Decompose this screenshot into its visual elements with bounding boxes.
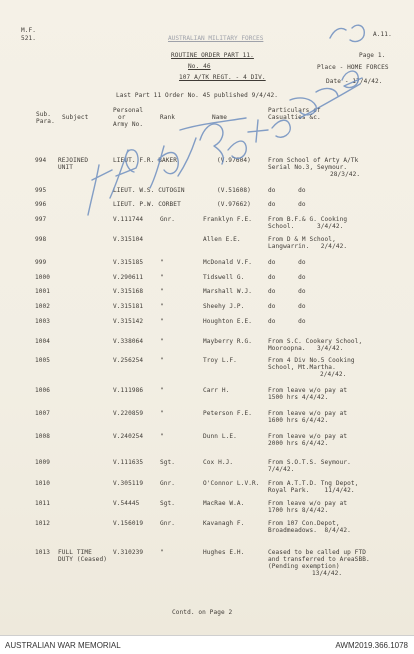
row-army-number: LIEUT. P.W. CORBET [113, 201, 181, 208]
row-name: McDonald V.F. [203, 259, 252, 266]
row-particulars-1: From 107 Con.Depot, [268, 520, 340, 527]
row-army-number: V.256254 [113, 357, 144, 364]
row-para: 1011 [35, 500, 51, 507]
row-name: Peterson F.E. [203, 410, 252, 417]
row-para: 997 [35, 216, 47, 223]
col-personal: Personal [113, 107, 144, 114]
row-rank: Gnr. [160, 480, 176, 487]
row-rank: " [160, 357, 164, 364]
col-casualties: Casualties &c. [268, 114, 321, 121]
row-para: 1002 [35, 303, 51, 310]
row-army-number: V.111635 [113, 459, 144, 466]
row-particulars-1: From D & M School, [268, 236, 336, 243]
archive-footer [0, 635, 414, 654]
row-particulars-1: do do [268, 288, 306, 295]
row-name: Carr H. [203, 387, 230, 394]
row-particulars-1: do do [268, 274, 306, 281]
col-sub: Sub. [36, 111, 52, 118]
row-name: Troy L.F. [203, 357, 237, 364]
row-rank: Gnr. [160, 520, 176, 527]
row-rank: " [160, 274, 164, 281]
row-particulars-1: From S.C. Cookery School, [268, 338, 363, 345]
row-army-number: V.156019 [113, 520, 144, 527]
continued-note: Contd. on Page 2 [172, 609, 233, 616]
row-para: 998 [35, 236, 47, 243]
row-particulars-1: From leave w/o pay at [268, 433, 348, 440]
row-particulars-2: 1600 hrs 6/4/42. [268, 417, 329, 424]
row-particulars-1: Ceased to be called up FTD [268, 549, 366, 556]
unit-title: 107 A/TK REGT. - 4 DIV. [179, 74, 266, 81]
row-army-number: V.315181 [113, 303, 144, 310]
row-army-number: V.315168 [113, 288, 144, 295]
place: Place - HOME FORCES [317, 64, 389, 71]
row-para: 1001 [35, 288, 51, 295]
row-name: (V.51608) [217, 187, 251, 194]
row-particulars-2: Langwarrin. 2/4/42. [268, 243, 348, 250]
row-army-number: V.220859 [113, 410, 144, 417]
row-name: Cox H.J. [203, 459, 234, 466]
col-or: or [118, 114, 126, 121]
row-army-number: V.310239 [113, 549, 144, 556]
row-particulars-3: (Pending exemption) [268, 563, 340, 570]
row-rank: " [160, 410, 164, 417]
order-number: No. 46 [188, 63, 211, 70]
row-name: Kavanagh F. [203, 520, 245, 527]
row-rank: " [160, 433, 164, 440]
mf-number: 521. [21, 35, 37, 42]
footer-institution: AUSTRALIAN WAR MEMORIAL [5, 641, 121, 650]
row-particulars-1: From leave w/o pay at [268, 500, 348, 507]
row-para: 996 [35, 201, 47, 208]
row-name: Mayberry R.G. [203, 338, 252, 345]
row-particulars-1: From B.F.& G. Cooking [268, 216, 348, 223]
row-para: 1008 [35, 433, 51, 440]
row-rank: " [160, 549, 164, 556]
row-para: 995 [35, 187, 47, 194]
row-particulars-2: 2000 hrs 6/4/42. [268, 440, 329, 447]
row-rank: " [160, 318, 164, 325]
row-name: (V.97662) [217, 201, 251, 208]
col-army-no: Army No. [113, 121, 144, 128]
row-name: Franklyn F.E. [203, 216, 252, 223]
row-army-number: V.315104 [113, 236, 144, 243]
row-particulars-1: From leave w/o pay at [268, 387, 348, 394]
row-para: 999 [35, 259, 47, 266]
row-army-number: V.111744 [113, 216, 144, 223]
row-rank: Sgt. [160, 500, 176, 507]
row-particulars-1: From A.T.T.D. Tng Depot, [268, 480, 359, 487]
row-subject: REJOINED [58, 157, 89, 164]
row-para: 1005 [35, 357, 51, 364]
row-particulars-1: do do [268, 259, 306, 266]
col-para: Para. [36, 118, 55, 125]
row-name: O'Connor L.V.R. [203, 480, 260, 487]
row-particulars-1: do do [268, 303, 306, 310]
row-name: (V.97604) [217, 157, 251, 164]
row-particulars-3: 2/4/42. [320, 371, 347, 378]
col-name: Name [212, 114, 228, 121]
row-particulars-1: do do [268, 318, 306, 325]
row-name: Dunn L.E. [203, 433, 237, 440]
row-particulars-2: Broadmeadows. 8/4/42. [268, 527, 351, 534]
row-particulars-1: From S.O.T.S. Seymour. [268, 459, 351, 466]
row-army-number: LIEUT. F.R. BAKER [113, 157, 178, 164]
row-name: Hughes E.H. [203, 549, 245, 556]
row-particulars-1: From School of Arty A/Tk [268, 157, 359, 164]
row-subject-line2: DUTY (Ceased) [58, 556, 107, 563]
row-para: 1013 [35, 549, 51, 556]
row-para: 1003 [35, 318, 51, 325]
col-rank: Rank [160, 114, 176, 121]
mf-label: M.F. [21, 27, 37, 34]
row-army-number: V.305119 [113, 480, 144, 487]
order-date: Date - 17/4/42. [326, 78, 383, 85]
row-army-number: LIEUT. W.S. CUTOGIN [113, 187, 185, 194]
footer-accession-number: AWM2019.366.1078 [335, 641, 408, 650]
row-particulars-1: do do [268, 201, 306, 208]
row-army-number: V.315142 [113, 318, 144, 325]
row-name: Sheehy J.P. [203, 303, 245, 310]
row-rank: " [160, 288, 164, 295]
row-para: 1004 [35, 338, 51, 345]
row-army-number: V.290611 [113, 274, 144, 281]
last-part-reference: Last Part 11 Order No. 45 published 9/4/42. [116, 92, 279, 99]
row-particulars-2: and transferred to AreaSBB. [268, 556, 370, 563]
col-particulars: Particulars of [268, 107, 321, 114]
row-rank: " [160, 303, 164, 310]
row-particulars-1: From 4 Div No.5 Cooking [268, 357, 355, 364]
row-particulars-1: From leave w/o pay at [268, 410, 348, 417]
row-rank: Gnr. [160, 216, 176, 223]
row-rank: " [160, 387, 164, 394]
row-army-number: V.111986 [113, 387, 144, 394]
row-para: 1012 [35, 520, 51, 527]
row-rank: " [160, 259, 164, 266]
row-para: 1000 [35, 274, 51, 281]
row-name: MacRae W.A. [203, 500, 245, 507]
row-army-number: V.315185 [113, 259, 144, 266]
order-title: ROUTINE ORDER PART 11. [171, 52, 254, 59]
page-number: Page 1. [359, 52, 386, 59]
col-subject: Subject [62, 114, 89, 121]
row-particulars-2: 1700 hrs 8/4/42. [268, 507, 329, 514]
row-particulars-2: Serial No.3, Seymour. [268, 164, 348, 171]
row-para: 1006 [35, 387, 51, 394]
row-subject-line2: UNIT [58, 164, 74, 171]
row-particulars-2: 7/4/42. [268, 466, 295, 473]
row-particulars-1: do do [268, 187, 306, 194]
row-particulars-4: 13/4/42. [312, 570, 343, 577]
row-particulars-3: 28/3/42. [330, 171, 361, 178]
row-para: 1010 [35, 480, 51, 487]
row-particulars-2: Royal Park. 11/4/42. [268, 487, 355, 494]
row-army-number: V.54445 [113, 500, 140, 507]
row-name: Houghton E.E. [203, 318, 252, 325]
row-name: Marshall W.J. [203, 288, 252, 295]
row-particulars-2: School. 3/4/42. [268, 223, 344, 230]
row-army-number: V.240254 [113, 433, 144, 440]
row-particulars-2: Mooroopna. 3/4/42. [268, 345, 344, 352]
row-para: 1007 [35, 410, 51, 417]
a-code: A.11. [373, 31, 392, 38]
row-subject: FULL TIME [58, 549, 92, 556]
row-army-number: V.338064 [113, 338, 144, 345]
row-para: 994 [35, 157, 47, 164]
row-rank: " [160, 338, 164, 345]
row-name: Tidswell G. [203, 274, 245, 281]
force-stamp: AUSTRALIAN MILITARY FORCES [168, 35, 264, 42]
row-rank: Sgt. [160, 459, 176, 466]
row-name: Allen E.E. [203, 236, 241, 243]
row-particulars-2: School, Mt.Martha. [268, 364, 336, 371]
row-particulars-2: 1500 hrs 4/4/42. [268, 394, 329, 401]
row-para: 1009 [35, 459, 51, 466]
